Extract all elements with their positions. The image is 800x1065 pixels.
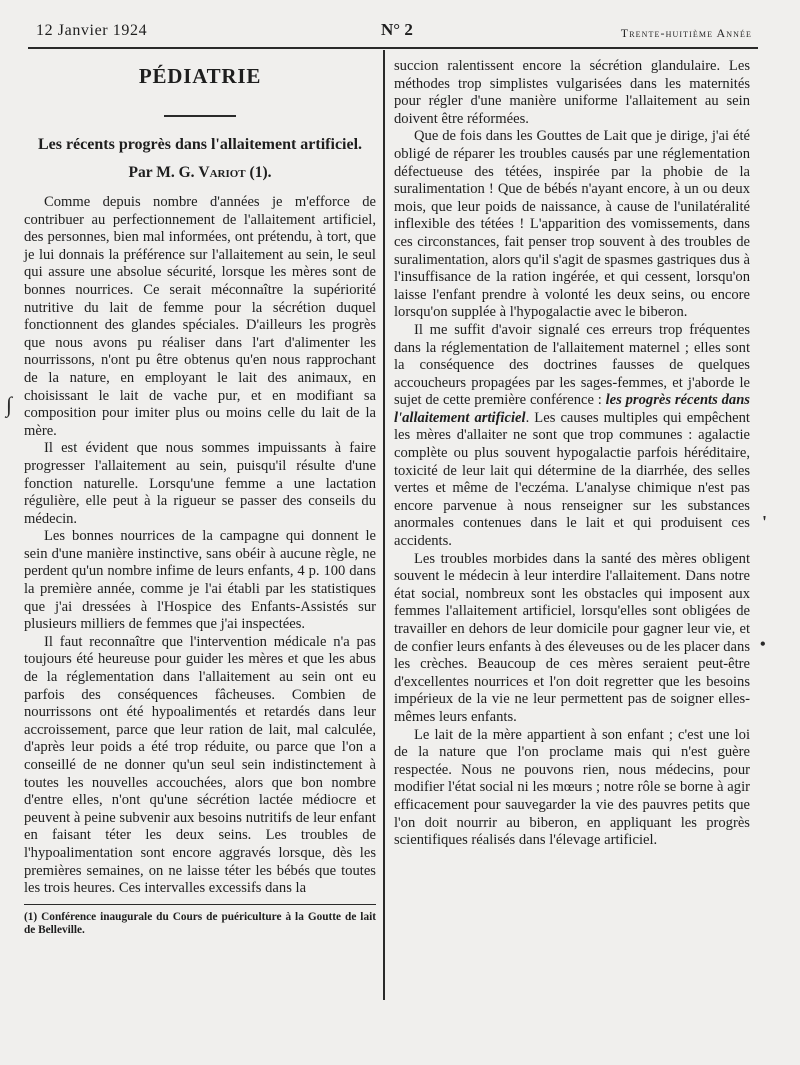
footnote-rule [24,904,376,905]
column-divider [383,50,385,1000]
right-column [394,58,750,850]
paragraph-4: Il faut reconnaître que l'intervention médicale n'a pas toujours été heureuse pour guider les mères et que les abus de la réglementation dans l'allaitement au sein ont eu parfois des conséquences fâcheuses. Combien de nourrissons ont été hypoalimentés et retardés dans leur accroissement, parce que leur ration de lait, mal calculée, d'après leur poids a été trop réduite, ou parce que l'on a conseillé de ne donner qu'un seul sein indistinctement à toutes les nouvelles accouchées, alors que bon nombre d'entre elles, n'ont qu'une sécrétion lactée médiocre et peuvent à peine subvenir aux besoins nutritifs de leur enfant en faisant téter les deux seins. Les troubles de l'hypoalimentation sont encore aggravés lorsque, dès les premières semaines, on ne laisse téter les bébés que toutes les trois heures. Ces intervalles excessifs dans la [24,633,376,897]
paragraph-6-start: Il me suffit d'avoir signalé ces erreurs trop fréquentes dans la réglementation de l'allaitement maternel ; elles sont la conséquence des doctrines fausses de quelques accoucheurs propagées par les sages-femmes, et j'aborde le sujet de cette première conférence : [394,321,750,409]
issue-year: Trente-huitième Année [620,26,752,40]
byline-prefix: Par M. G. [128,164,199,181]
title-rule [164,115,236,117]
margin-mark-right-top: ' [762,512,768,532]
paragraph-6-end: . Les causes multiples qui empêchent les mères d'allaiter ne sont que trop communes : agalactie complète ou plus souvent hypogalactie parfois héréditaire, toxicité de leur lait qui détermine de la diarrhée, des selles vertes et même de l'eczéma. L'analyse chimique n'est pas encore parvenue à nous renseigner sur les substances anormales contenues dans le lait et qui produisent ces accidents. [394,409,750,550]
paragraph-7: Les troubles morbides dans la santé des mères obligent souvent le médecin à leur interdire l'allaitement. Dans notre état social, nombreux sont les obstacles qui imposent aux femmes l'allaitement artificiel, lorsqu'elles sont obligées de travailler en dehors de leur domicile pour gagner leur vie, et de confier leurs enfants à des éleveuses ou de les placer dans les crèches. Beaucoup de ces mères seraient peut-être d'excellentes nourrices et l'on doit regretter que les besoins impérieux de la vie ne leur permettent pas de soigner elles-mêmes leurs enfants. [394,550,750,725]
byline-author: Variot [198,164,246,181]
issue-number: N° 2 [381,20,413,39]
paragraph-1: Comme depuis nombre d'années je m'efforce de contribuer au perfectionnement de l'allaitement artificiel, des personnes, bien mal informées, ont prétendu, à tort, que je lui donnais la préférence sur l'allaitement au sein, le seul qui assure une absolue sécurité, lorsque les mères sont de bonnes nourrices. Ce serait méconnaître la supériorité nutritive du lait de femme pour la sécrétion duquel fonctionnent des glandes spéciales. D'ailleurs les progrès que nous avons pu réaliser dans l'art d'alimenter les nourrissons, n'ont pu être obtenus qu'en nous rapprochant de la nature, en employant le lait des animaux, en choisissant le lait de vache pur, et en modifiant sa composition pour imiter plus ou moins celle du lait de la mère. [24,194,376,439]
margin-mark-right-mid: • [760,636,766,653]
paragraph-3: Les bonnes nourrices de la campagne qui donnent le sein d'une manière instinctive, sans obéir à aucune règle, ne perdent qu'un nombre infime de leurs enfants, 4 p. 100 dans la première année, comme je l'ai établi par les statistiques que j'ai dressées à l'Hospice des Enfants-Assistés sur plusieurs milliers de femmes que j'ai inspectées. [24,528,376,633]
section-title: PÉDIATRIE [138,64,262,88]
byline [24,164,376,182]
lecture-title-italic: les progrès récents dans l'allaitement artificiel [394,392,750,426]
footnote: (1) Conférence inaugurale du Cours de puériculture à la Goutte de lait de Belleville. [24,910,376,937]
paragraph-6 [394,322,750,551]
paragraph-2: Il est évident que nous sommes impuissants à faire progresser l'allaitement au sein, puisqu'il résulte d'une fonction naturelle. Lorsqu'une femme a une lactation régulière, elle peut à la rigueur se passer des conseils du médecin. [24,440,376,527]
paragraph-4-continued: succion ralentissent encore la sécrétion glandulaire. Les méthodes trop simplistes vulgarisées dans les maternités pour régler d'une manière uniforme l'allaitement au sein doivent être réformées. [394,58,750,127]
issue-date: 12 Janvier 1924 [36,22,148,39]
paragraph-5: Que de fois dans les Gouttes de Lait que je dirige, j'ai été obligé de réparer les troubles causés par une réglementation défectueuse des tétées, inspirée par la phobie de la suralimentation ! Que de bébés n'ayant encore, à un ou deux mois, que leur poids de naissance, à cause de l'unilatéralité inflexible des tétées ! L'apparition des vomissements, dans ces circonstances, fait penser trop souvent à des troubles de suralimentation, alors qu'il s'agit de spasmes gastriques dus à l'insuffisance de la ration ingérée, et qui cessent, lorsqu'on laisse l'enfant prendre à volonté les deux seins, ou encore lorsqu'on supplée à l'hypogalactie avec le biberon. [394,128,750,321]
article-title: Les récents progrès dans l'allaitement artificiel. [37,136,363,153]
margin-mark-left: ∫ [6,392,13,417]
page-header [36,20,752,46]
byline-suffix: (1). [245,164,272,181]
paragraph-8: Le lait de la mère appartient à son enfant ; c'est une loi de la nature que l'on proclame mais qui n'est guère respectée. Nous ne pouvons rien, nous médecins, pour modifier l'état social ni les mœurs ; notre rôle se borne à agir efficacement pour sauvegarder la vie des pauvres petits que l'on doit nourrir au biberon, en appliquant les progrès scientifiques réalisés dans l'élevage artificiel. [394,726,750,849]
left-column [24,58,376,938]
header-rule [28,47,758,49]
